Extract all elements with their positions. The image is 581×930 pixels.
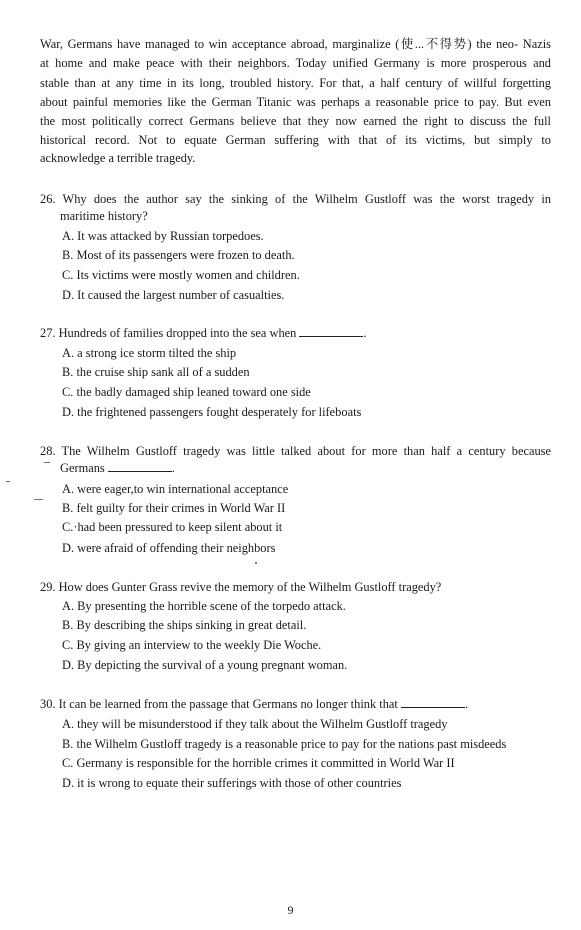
- passage-line: at home and make peace with their neighbors. Today unified Germany is more prosperous and: [40, 56, 551, 70]
- answer-option: B. By describing the ships sinking in great detail.: [62, 618, 307, 632]
- answer-blank: [108, 461, 172, 472]
- answer-option: C. Germany is responsible for the horrible crimes it committed in World War II: [62, 756, 455, 770]
- question-stem: Germans .: [60, 461, 175, 475]
- scan-speck: [6, 481, 10, 482]
- question-stem: maritime history?: [60, 209, 148, 223]
- question-stem: 26. Why does the author say the sinking of the Wilhelm Gustloff was the worst tragedy in: [40, 192, 551, 206]
- answer-option: C. By giving an interview to the weekly Die Woche.: [62, 638, 322, 652]
- answer-option: A. It was attacked by Russian torpedoes.: [62, 229, 264, 243]
- question-stem: 28. The Wilhelm Gustloff tragedy was little talked about for more than half a century because: [40, 444, 551, 458]
- answer-option: B. the Wilhelm Gustloff tragedy is a reasonable price to pay for the nations past misdeeds: [62, 737, 507, 751]
- question-stem-text: 30. It can be learned from the passage that Germans no longer think that: [40, 697, 398, 711]
- answer-option: D. it is wrong to equate their sufferings with those of other countries: [62, 776, 402, 790]
- scan-speck: [34, 499, 43, 500]
- passage-line: War, Germans have managed to win acceptance abroad, marginalize (使...不得势) the neo- Nazis: [40, 37, 551, 51]
- scan-speck: [255, 562, 257, 564]
- answer-option: D. were afraid of offending their neighbors: [62, 541, 276, 555]
- answer-option: D. By depicting the survival of a young pregnant woman.: [62, 658, 348, 672]
- page-number: 9: [287, 903, 294, 917]
- answer-option: D. the frightened passengers fought desperately for lifeboats: [62, 405, 362, 419]
- passage-line: the most politically correct Germans believe that they now earned the right to discuss the full: [40, 114, 551, 128]
- answer-blank: [401, 697, 465, 708]
- question-stem-text: Germans: [60, 461, 105, 475]
- question-stem: 27. Hundreds of families dropped into the sea when .: [40, 326, 367, 340]
- question-stem: 30. It can be learned from the passage that Germans no longer think that .: [40, 697, 469, 711]
- answer-option: C. Its victims were mostly women and children.: [62, 268, 300, 282]
- scan-speck: [44, 462, 50, 463]
- passage-line: acknowledge a terrible tragedy.: [40, 151, 196, 165]
- answer-option: D. It caused the largest number of casualties.: [62, 288, 285, 302]
- passage-line: about painful memories like the German Titanic was perhaps a reasonable price to pay. But even: [40, 95, 551, 109]
- passage-line: stable than at any time in its long, troubled history. For that, a half century of willful forgetting: [40, 76, 551, 90]
- passage-line: historical record. Not to equate German suffering with that of its victims, but simply to: [40, 133, 551, 147]
- answer-blank: [299, 326, 363, 337]
- answer-option: C.·had been pressured to keep silent about it: [62, 520, 283, 534]
- answer-option: C. the badly damaged ship leaned toward one side: [62, 385, 311, 399]
- question-stem: 29. How does Gunter Grass revive the memory of the Wilhelm Gustloff tragedy?: [40, 580, 442, 594]
- answer-option: B. Most of its passengers were frozen to death.: [62, 248, 295, 262]
- answer-option: A. By presenting the horrible scene of the torpedo attack.: [62, 599, 346, 613]
- answer-option: A. were eager,to win international acceptance: [62, 482, 289, 496]
- answer-option: B. felt guilty for their crimes in World War II: [62, 501, 286, 515]
- answer-option: A. they will be misunderstood if they talk about the Wilhelm Gustloff tragedy: [62, 717, 448, 731]
- answer-option: B. the cruise ship sank all of a sudden: [62, 365, 250, 379]
- question-stem-text: 27. Hundreds of families dropped into the sea when: [40, 326, 297, 340]
- answer-option: A. a strong ice storm tilted the ship: [62, 346, 237, 360]
